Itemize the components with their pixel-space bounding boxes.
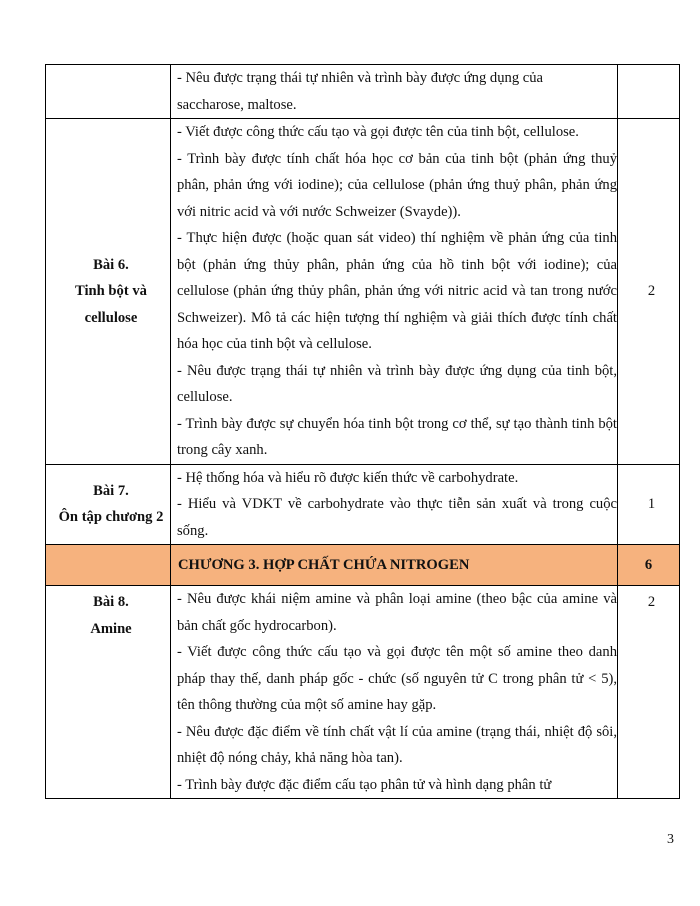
lesson-cell <box>46 586 171 799</box>
lesson-name: Amine <box>90 620 132 637</box>
content-line: - Hệ thống hóa và hiểu rõ được kiến thức về carbohydrate. <box>177 469 519 486</box>
lesson-title: Bài 6. <box>93 256 129 273</box>
content-line: saccharose, maltose. <box>177 96 297 113</box>
content-line: - Trình bày được sự chuyển hóa tinh bột trong cơ thể, sự tạo thành tinh bột trong cây xanh. <box>177 415 617 458</box>
content-line: - Trình bày được tính chất hóa học cơ bản của tinh bột (phản ứng thuỷ phân, phản ứng với iodine); của cellulose (phản ứng thuỷ phân, phản ứng với nitric acid và với nước Schweizer (Svayde)). <box>177 150 617 220</box>
lesson-cell <box>46 464 171 545</box>
content-line: - Nêu được khái niệm amine và phân loại amine (theo bậc của amine và bản chất gốc hydrocarbon). <box>177 591 617 634</box>
chapter-row <box>46 545 680 586</box>
chapter-title: CHƯƠNG 3. HỢP CHẤT CHỨA NITROGEN <box>171 545 618 586</box>
lesson-name: Tinh bột và cellulose <box>75 283 147 326</box>
page-number: 3 <box>667 832 674 847</box>
periods-cell: 2 <box>618 119 680 465</box>
content-line: - Viết được công thức cấu tạo và gọi được tên một số amine theo danh pháp thay thế, danh pháp gốc - chức (số nguyên tử C trong phân tử < 5), tên thông thường của một số amine hay gặp. <box>177 644 617 713</box>
content-line: - Nêu được trạng thái tự nhiên và trình bày được ứng dụng của <box>177 70 544 86</box>
chapter-periods: 6 <box>618 545 680 586</box>
table-row <box>46 464 680 545</box>
content-line: - Nêu được đặc điểm về tính chất vật lí của amine (trạng thái, nhiệt độ sôi, nhiệt độ nóng chảy, khả năng hòa tan). <box>177 723 617 766</box>
lesson-title: Bài 7. <box>93 482 129 499</box>
table-row <box>46 65 680 119</box>
lesson-cell <box>46 119 171 465</box>
content-cell <box>171 65 618 119</box>
lesson-cell <box>46 65 171 119</box>
periods-cell <box>618 65 680 119</box>
lesson-title: Bài 8. <box>93 594 129 610</box>
periods-cell: 2 <box>618 586 680 799</box>
curriculum-table <box>45 64 680 799</box>
content-cell <box>171 464 618 545</box>
table-row <box>46 586 680 799</box>
content-line: - Nêu được trạng thái tự nhiên và trình bày được ứng dụng của tinh bột, cellulose. <box>177 362 617 405</box>
content-line: - Hiểu và VDKT về carbohydrate vào thực tiễn sản xuất và trong cuộc sống. <box>177 496 617 539</box>
content-line: - Thực hiện được (hoặc quan sát video) thí nghiệm về phản ứng của tinh bột (phản ứng thủy phân, phản ứng của hồ tinh bột với iodine); của cellulose (phản ứng thủy phân, phản ứng với nitric acid và tan trong nước Schweizer). Mô tả các hiện tượng thí nghiệm và giải thích được tính chất hóa học của tinh bột và cellulose. <box>177 230 617 352</box>
content-line: - Viết được công thức cấu tạo và gọi được tên của tinh bột, cellulose. <box>177 124 579 140</box>
chapter-lesson-cell <box>46 545 171 586</box>
content-cell <box>171 586 618 799</box>
periods-cell: 1 <box>618 464 680 545</box>
table-row <box>46 119 680 465</box>
lesson-name: Ôn tập chương 2 <box>58 509 164 526</box>
content-cell <box>171 119 618 465</box>
content-line: - Trình bày được đặc điểm cấu tạo phân tử và hình dạng phân tử <box>177 776 552 793</box>
